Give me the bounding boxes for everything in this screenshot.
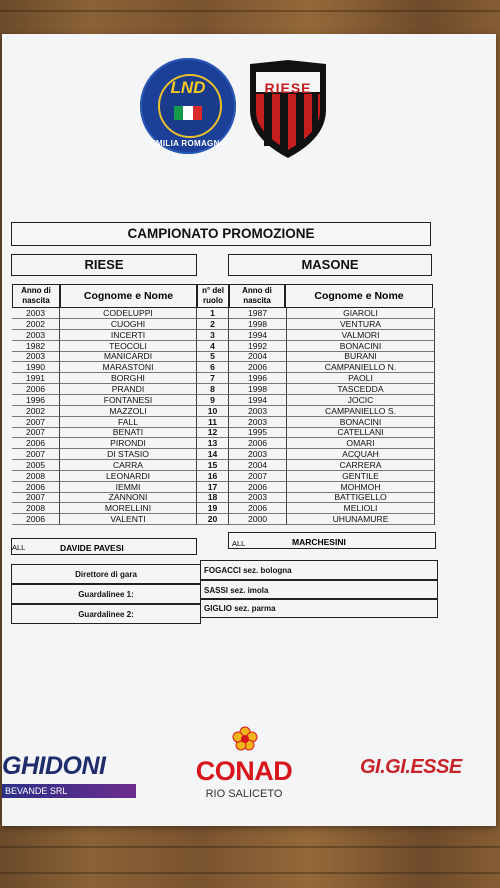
- table-row: [0, 406, 440, 417]
- role-number: 12: [197, 427, 229, 438]
- away-player-year: 2006: [229, 362, 287, 373]
- home-coach-name: DAVIDE PAVESI: [60, 543, 124, 553]
- table-row: [0, 449, 440, 460]
- role-number: 17: [197, 482, 229, 493]
- wood-grain: [0, 846, 500, 848]
- role-number: 16: [197, 471, 229, 482]
- ghidoni-logo: GHIDONI: [2, 752, 106, 780]
- home-player-year: 1982: [12, 341, 60, 352]
- away-coach-name: MARCHESINI: [292, 537, 346, 547]
- wood-grain: [0, 10, 500, 12]
- away-player-name: GENTILE: [287, 471, 435, 482]
- away-player-name: CAMPANIELLO S.: [287, 406, 435, 417]
- home-player-year: 2003: [12, 330, 60, 341]
- away-player-year: 2003: [229, 492, 287, 503]
- table-row: [0, 351, 440, 362]
- away-player-year: 1987: [229, 308, 287, 319]
- away-player-name: MOHMOH: [287, 482, 435, 493]
- away-player-name: JOCIC: [287, 395, 435, 406]
- away-player-year: 2003: [229, 406, 287, 417]
- table-row: [0, 362, 440, 373]
- table-row: [0, 471, 440, 482]
- table-row: [0, 330, 440, 341]
- home-player-year: 2006: [12, 384, 60, 395]
- role-number: 18: [197, 492, 229, 503]
- away-player-name: BATTIGELLO: [287, 492, 435, 503]
- away-player-name: BURANI: [287, 351, 435, 362]
- table-row: [0, 482, 440, 493]
- home-player-name: CUOGHI: [60, 319, 197, 330]
- away-player-year: 2003: [229, 449, 287, 460]
- table-row: [0, 341, 440, 352]
- home-player-name: IEMMI: [60, 482, 197, 493]
- away-player-name: OMARI: [287, 438, 435, 449]
- home-player-year: 2002: [12, 319, 60, 330]
- home-player-year: 2006: [12, 438, 60, 449]
- home-player-year: 2006: [12, 514, 60, 525]
- role-number: 4: [197, 341, 229, 352]
- home-player-name: MORELLINI: [60, 503, 197, 514]
- home-player-name: MAZZOLI: [60, 406, 197, 417]
- home-player-year: 2007: [12, 492, 60, 503]
- away-player-name: VENTURA: [287, 319, 435, 330]
- riese-shield-logo: [246, 60, 330, 160]
- away-player-name: TASCEDDA: [287, 384, 435, 395]
- role-number: 6: [197, 362, 229, 373]
- conad-flower-icon: [232, 726, 258, 752]
- home-player-name: FONTANESI: [60, 395, 197, 406]
- away-year-header: Anno di nascita: [229, 284, 285, 308]
- away-player-name: BONACINI: [287, 417, 435, 428]
- role-number: 3: [197, 330, 229, 341]
- home-player-name: INCERTI: [60, 330, 197, 341]
- home-player-name: CARRA: [60, 460, 197, 471]
- away-player-name: MELIOLI: [287, 503, 435, 514]
- home-player-year: 2008: [12, 503, 60, 514]
- table-row: [0, 438, 440, 449]
- conad-subtitle: RIO SALICETO: [205, 788, 283, 800]
- away-player-name: CAMPANIELLO N.: [287, 362, 435, 373]
- role-number: 15: [197, 460, 229, 471]
- linesman-1-name: SASSI sez. imola: [200, 580, 438, 600]
- away-player-year: 2006: [229, 482, 287, 493]
- role-number-header: n° del ruolo: [197, 284, 229, 308]
- table-row: [0, 417, 440, 428]
- linesman-2-name: GIGLIO sez. parma: [200, 598, 438, 618]
- referee-label: Direttore di gara: [11, 564, 201, 584]
- role-number: 7: [197, 373, 229, 384]
- away-player-year: 1996: [229, 373, 287, 384]
- home-player-year: 1991: [12, 373, 60, 384]
- away-coach-row: [228, 532, 436, 549]
- role-number: 19: [197, 503, 229, 514]
- role-number: 9: [197, 395, 229, 406]
- table-row: [0, 384, 440, 395]
- away-player-year: 2004: [229, 351, 287, 362]
- role-number: 1: [197, 308, 229, 319]
- home-player-year: 2002: [12, 406, 60, 417]
- conad-logo: CONAD: [195, 756, 293, 786]
- championship-title: CAMPIONATO PROMOZIONE: [11, 222, 431, 246]
- home-player-year: 2006: [12, 482, 60, 493]
- home-coach-label: ALL: [12, 543, 26, 552]
- away-player-year: 2003: [229, 417, 287, 428]
- away-player-year: 1992: [229, 341, 287, 352]
- home-player-name: TEOCOLI: [60, 341, 197, 352]
- home-player-year: 2003: [12, 308, 60, 319]
- away-player-name: PAOLI: [287, 373, 435, 384]
- table-row: [0, 373, 440, 384]
- lnd-logo-text: LND: [170, 78, 206, 97]
- home-name-header: Cognome e Nome: [60, 284, 197, 308]
- home-player-name: MARASTONI: [60, 362, 197, 373]
- away-player-year: 1998: [229, 384, 287, 395]
- home-player-name: BENATI: [60, 427, 197, 438]
- role-number: 11: [197, 417, 229, 428]
- away-player-name: GIAROLI: [287, 308, 435, 319]
- home-year-header: Anno di nascita: [12, 284, 60, 308]
- away-player-year: 1994: [229, 330, 287, 341]
- table-row: [0, 427, 440, 438]
- table-row: [0, 460, 440, 471]
- away-player-year: 2006: [229, 503, 287, 514]
- away-player-name: ACQUAH: [287, 449, 435, 460]
- role-number: 10: [197, 406, 229, 417]
- away-player-year: 1995: [229, 427, 287, 438]
- home-player-name: LEONARDI: [60, 471, 197, 482]
- role-number: 20: [197, 514, 229, 525]
- role-number: 2: [197, 319, 229, 330]
- away-player-year: 2004: [229, 460, 287, 471]
- home-player-name: BORGHI: [60, 373, 197, 384]
- table-row: [0, 492, 440, 503]
- table-row: [0, 319, 440, 330]
- home-player-name: MANICARDI: [60, 351, 197, 362]
- away-player-year: 1994: [229, 395, 287, 406]
- away-player-year: 2006: [229, 438, 287, 449]
- linesman-1-label: Guardalinee 1:: [11, 584, 201, 604]
- lnd-region-text: EMILIA ROMAGNA: [150, 139, 226, 148]
- home-player-name: PRANDI: [60, 384, 197, 395]
- home-player-year: 2007: [12, 417, 60, 428]
- home-player-year: 2007: [12, 449, 60, 460]
- home-team-name: RIESE: [11, 254, 197, 276]
- home-player-year: 2007: [12, 427, 60, 438]
- table-row: [0, 514, 440, 525]
- home-player-year: 2008: [12, 471, 60, 482]
- table-row: [0, 395, 440, 406]
- away-player-year: 1998: [229, 319, 287, 330]
- italian-flag-icon: [174, 106, 202, 120]
- role-number: 5: [197, 351, 229, 362]
- home-player-year: 2003: [12, 351, 60, 362]
- home-player-name: PIRONDI: [60, 438, 197, 449]
- home-player-name: DI STASIO: [60, 449, 197, 460]
- away-player-name: VALMORI: [287, 330, 435, 341]
- away-team-name: MASONE: [228, 254, 432, 276]
- home-player-name: VALENTI: [60, 514, 197, 525]
- linesman-2-label: Guardalinee 2:: [11, 604, 201, 624]
- away-player-year: 2000: [229, 514, 287, 525]
- away-player-name: CATELLANI: [287, 427, 435, 438]
- away-player-name: CARRERA: [287, 460, 435, 471]
- away-name-header: Cognome e Nome: [285, 284, 433, 308]
- role-number: 8: [197, 384, 229, 395]
- away-player-year: 2007: [229, 471, 287, 482]
- home-player-name: ZANNONI: [60, 492, 197, 503]
- wood-grain: [0, 872, 500, 874]
- role-number: 13: [197, 438, 229, 449]
- gigiesse-logo: GI.GI.ESSE: [360, 756, 462, 778]
- away-coach-label: ALL: [232, 539, 246, 548]
- home-player-name: CODELUPPI: [60, 308, 197, 319]
- home-player-year: 2005: [12, 460, 60, 471]
- home-player-name: FALL: [60, 417, 197, 428]
- away-player-name: BONACINI: [287, 341, 435, 352]
- home-player-year: 1990: [12, 362, 60, 373]
- home-coach-row: [11, 538, 197, 555]
- lnd-logo: [140, 58, 236, 154]
- home-player-year: 1996: [12, 395, 60, 406]
- role-number: 14: [197, 449, 229, 460]
- away-player-name: UHUNAMURE: [287, 514, 435, 525]
- table-row: [0, 503, 440, 514]
- table-row: [0, 308, 440, 319]
- referee-name: FOGACCI sez. bologna: [200, 560, 438, 580]
- riese-shield-text: RIESE: [264, 80, 312, 96]
- ghidoni-subtitle: BEVANDE SRL: [2, 784, 136, 798]
